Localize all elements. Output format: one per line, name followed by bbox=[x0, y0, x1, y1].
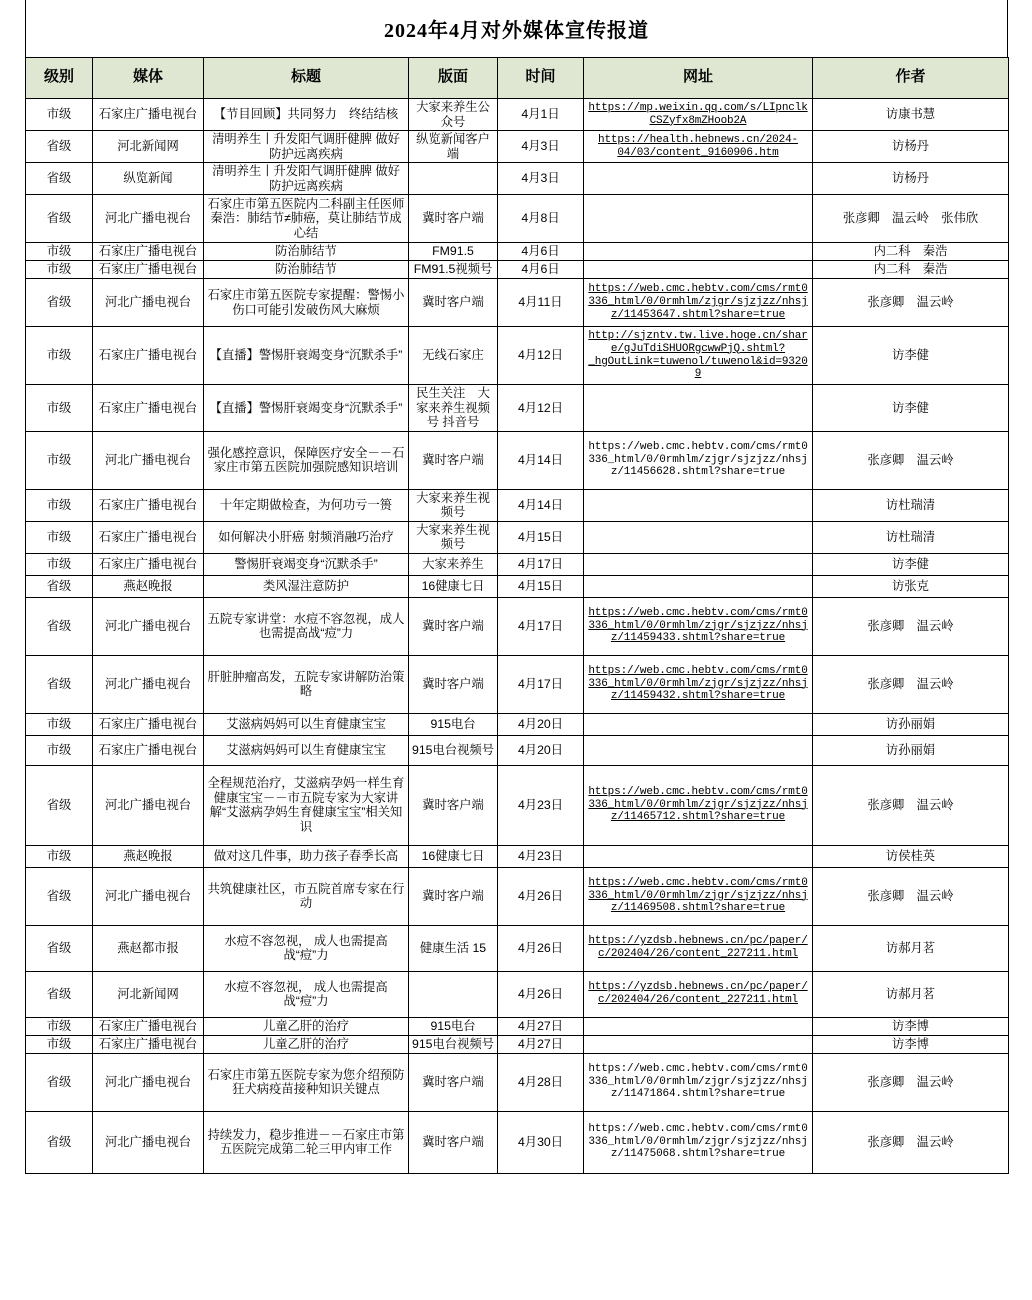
table-row bbox=[26, 1111, 1009, 1173]
table-row bbox=[26, 845, 1009, 867]
cell-level[interactable]: 省级 bbox=[26, 655, 93, 713]
cell-media[interactable]: 石家庄广播电视台 bbox=[93, 1017, 204, 1035]
cell-level[interactable]: 市级 bbox=[26, 1017, 93, 1035]
table-row bbox=[26, 243, 1009, 261]
cell-url[interactable] bbox=[584, 867, 813, 925]
cell-author[interactable]: 张彦卿 温云岭 bbox=[813, 655, 1009, 713]
cell-title[interactable]: 艾滋病妈妈可以生育健康宝宝 bbox=[204, 735, 409, 765]
cell-title[interactable]: 【直播】警惕肝衰竭变身“沉默杀手” bbox=[204, 385, 409, 432]
cell-title[interactable]: 【直播】警惕肝衰竭变身“沉默杀手” bbox=[204, 327, 409, 385]
cell-author[interactable]: 访李健 bbox=[813, 385, 1009, 432]
cell-level[interactable]: 市级 bbox=[26, 713, 93, 735]
table-body bbox=[26, 99, 1009, 1174]
cell-level[interactable]: 省级 bbox=[26, 575, 93, 597]
cell-author[interactable]: 访杨丹 bbox=[813, 131, 1009, 163]
cell-page[interactable]: FM91.5 bbox=[409, 243, 498, 261]
cell-level[interactable]: 市级 bbox=[26, 489, 93, 521]
cell-url[interactable] bbox=[584, 713, 813, 735]
cell-author[interactable]: 张彦卿 温云岭 bbox=[813, 279, 1009, 327]
cell-title[interactable]: 警惕肝衰竭变身“沉默杀手” bbox=[204, 553, 409, 575]
cell-author[interactable]: 访李健 bbox=[813, 327, 1009, 385]
column-header-media[interactable]: 媒体 bbox=[93, 58, 204, 99]
cell-level[interactable]: 市级 bbox=[26, 431, 93, 489]
cell-url[interactable] bbox=[584, 489, 813, 521]
cell-title[interactable]: 【节目回顾】共同努力 终结结核 bbox=[204, 99, 409, 131]
cell-url[interactable] bbox=[584, 99, 813, 131]
cell-title[interactable]: 如何解决小肝癌 射频消融巧治疗 bbox=[204, 521, 409, 553]
cell-author[interactable]: 访侯桂英 bbox=[813, 845, 1009, 867]
cell-author[interactable]: 张彦卿 温云岭 张伟欣 bbox=[813, 195, 1009, 243]
cell-url[interactable] bbox=[584, 575, 813, 597]
cell-title[interactable]: 清明养生丨升发阳气调肝健脾 做好防护远离疾病 bbox=[204, 131, 409, 163]
cell-url[interactable] bbox=[584, 131, 813, 163]
cell-author[interactable]: 访杜瑞清 bbox=[813, 521, 1009, 553]
cell-page[interactable]: 大家来养生公众号 bbox=[409, 99, 498, 131]
table-row bbox=[26, 195, 1009, 243]
cell-level[interactable]: 省级 bbox=[26, 163, 93, 195]
cell-level[interactable]: 市级 bbox=[26, 845, 93, 867]
cell-author[interactable]: 张彦卿 温云岭 bbox=[813, 1053, 1009, 1111]
cell-author[interactable]: 访郝月茗 bbox=[813, 925, 1009, 971]
cell-date[interactable]: 4月6日 bbox=[498, 261, 584, 279]
cell-page[interactable]: 纵览新闻客户端 bbox=[409, 131, 498, 163]
cell-date[interactable]: 4月15日 bbox=[498, 575, 584, 597]
cell-url[interactable] bbox=[584, 971, 813, 1017]
table-row bbox=[26, 261, 1009, 279]
cell-page[interactable]: 冀时客户端 bbox=[409, 195, 498, 243]
cell-title[interactable]: 水痘不容忽视， 成人也需提高战“痘”力 bbox=[204, 925, 409, 971]
cell-page[interactable]: 冀时客户端 bbox=[409, 867, 498, 925]
cell-page[interactable] bbox=[409, 971, 498, 1017]
cell-date[interactable]: 4月15日 bbox=[498, 521, 584, 553]
cell-media[interactable]: 河北广播电视台 bbox=[93, 195, 204, 243]
cell-level[interactable]: 省级 bbox=[26, 925, 93, 971]
cell-media[interactable]: 河北广播电视台 bbox=[93, 867, 204, 925]
cell-author[interactable]: 访杜瑞清 bbox=[813, 489, 1009, 521]
cell-date[interactable]: 4月14日 bbox=[498, 489, 584, 521]
cell-media[interactable]: 石家庄广播电视台 bbox=[93, 261, 204, 279]
cell-media[interactable]: 河北广播电视台 bbox=[93, 1111, 204, 1173]
cell-title[interactable]: 防治肺结节 bbox=[204, 261, 409, 279]
cell-media[interactable]: 石家庄广播电视台 bbox=[93, 553, 204, 575]
cell-url[interactable] bbox=[584, 765, 813, 845]
cell-level[interactable]: 省级 bbox=[26, 1111, 93, 1173]
cell-page[interactable]: 冀时客户端 bbox=[409, 765, 498, 845]
cell-title[interactable]: 水痘不容忽视， 成人也需提高战“痘”力 bbox=[204, 971, 409, 1017]
table-row bbox=[26, 99, 1009, 131]
cell-date[interactable]: 4月3日 bbox=[498, 131, 584, 163]
cell-page[interactable]: FM91.5视频号 bbox=[409, 261, 498, 279]
cell-media[interactable]: 燕赵都市报 bbox=[93, 925, 204, 971]
table-header bbox=[26, 58, 1009, 99]
cell-page[interactable]: 16健康七日 bbox=[409, 845, 498, 867]
cell-page[interactable]: 915电台 bbox=[409, 713, 498, 735]
cell-media[interactable]: 河北广播电视台 bbox=[93, 597, 204, 655]
cell-page[interactable]: 冀时客户端 bbox=[409, 597, 498, 655]
cell-title[interactable]: 儿童乙肝的治疗 bbox=[204, 1017, 409, 1035]
cell-date[interactable]: 4月30日 bbox=[498, 1111, 584, 1173]
cell-date[interactable]: 4月26日 bbox=[498, 925, 584, 971]
media-report-table bbox=[25, 57, 1009, 1174]
cell-url[interactable] bbox=[584, 279, 813, 327]
cell-title[interactable]: 儿童乙肝的治疗 bbox=[204, 1035, 409, 1053]
cell-media[interactable]: 河北广播电视台 bbox=[93, 765, 204, 845]
cell-page[interactable]: 健康生活 15 bbox=[409, 925, 498, 971]
cell-author[interactable]: 访李博 bbox=[813, 1035, 1009, 1053]
cell-media[interactable]: 河北广播电视台 bbox=[93, 1053, 204, 1111]
table-row bbox=[26, 1017, 1009, 1035]
url-text: https://web.cmc.hebtv.com/cms/rmt0336_html/0/0rmhlm/zjgr/sjzjzz/nhsjz/11471864.shtml?share=true bbox=[588, 1062, 808, 1101]
table-row bbox=[26, 327, 1009, 385]
cell-url[interactable] bbox=[584, 735, 813, 765]
table-row bbox=[26, 279, 1009, 327]
cell-level[interactable]: 省级 bbox=[26, 1053, 93, 1111]
table-row bbox=[26, 131, 1009, 163]
cell-date[interactable]: 4月8日 bbox=[498, 195, 584, 243]
cell-url[interactable] bbox=[584, 655, 813, 713]
cell-media[interactable]: 石家庄广播电视台 bbox=[93, 1035, 204, 1053]
cell-author[interactable]: 张彦卿 温云岭 bbox=[813, 431, 1009, 489]
cell-url[interactable] bbox=[584, 163, 813, 195]
table-row bbox=[26, 575, 1009, 597]
cell-url[interactable] bbox=[584, 261, 813, 279]
cell-page[interactable]: 大家来养生 bbox=[409, 553, 498, 575]
url-link[interactable]: http://sjzntv.tw.live.hoge.cn/share/gJuTdiSHUORgcwwPjQ.shtml?_hgOutLink=tuwenol/tuwenol&id=93209 bbox=[588, 329, 808, 381]
cell-date[interactable]: 4月17日 bbox=[498, 597, 584, 655]
cell-media[interactable]: 河北新闻网 bbox=[93, 131, 204, 163]
cell-level[interactable]: 省级 bbox=[26, 279, 93, 327]
cell-level[interactable]: 省级 bbox=[26, 131, 93, 163]
cell-level[interactable]: 市级 bbox=[26, 261, 93, 279]
table-row bbox=[26, 1035, 1009, 1053]
table-row bbox=[26, 925, 1009, 971]
cell-level[interactable]: 省级 bbox=[26, 867, 93, 925]
table-row bbox=[26, 385, 1009, 432]
cell-date[interactable]: 4月14日 bbox=[498, 431, 584, 489]
page-title: 2024年4月对外媒体宣传报道 bbox=[384, 20, 649, 42]
cell-url[interactable] bbox=[584, 597, 813, 655]
cell-url[interactable] bbox=[584, 195, 813, 243]
cell-page[interactable]: 冀时客户端 bbox=[409, 1053, 498, 1111]
cell-page[interactable]: 16健康七日 bbox=[409, 575, 498, 597]
cell-url[interactable] bbox=[584, 845, 813, 867]
cell-date[interactable]: 4月12日 bbox=[498, 385, 584, 432]
url-link[interactable]: https://health.hebnews.cn/2024-04/03/content_9160906.htm bbox=[598, 133, 798, 159]
cell-title[interactable]: 类风湿注意防护 bbox=[204, 575, 409, 597]
table-row bbox=[26, 867, 1009, 925]
url-text: https://web.cmc.hebtv.com/cms/rmt0336_html/0/0rmhlm/zjgr/sjzjzz/nhsjz/11475068.shtml?share=true bbox=[588, 1122, 808, 1161]
cell-author[interactable]: 内二科 秦浩 bbox=[813, 261, 1009, 279]
cell-page[interactable]: 大家来养生视频号 bbox=[409, 489, 498, 521]
cell-title[interactable]: 持续发力，稳步推进－－石家庄市第五医院完成第二轮三甲内审工作 bbox=[204, 1111, 409, 1173]
cell-date[interactable]: 4月1日 bbox=[498, 99, 584, 131]
cell-title[interactable]: 石家庄市第五医院内二科副主任医师秦浩：肺结节≠肺癌，莫让肺结节成心结 bbox=[204, 195, 409, 243]
cell-level[interactable]: 市级 bbox=[26, 385, 93, 432]
table-row bbox=[26, 735, 1009, 765]
cell-page[interactable]: 大家来养生视频号 bbox=[409, 521, 498, 553]
cell-title[interactable]: 全程规范治疗，艾滋病孕妈一样生育健康宝宝－－市五院专家为大家讲解“艾滋病孕妈生育健康宝宝”相关知识 bbox=[204, 765, 409, 845]
cell-author[interactable]: 内二科 秦浩 bbox=[813, 243, 1009, 261]
cell-url[interactable] bbox=[584, 521, 813, 553]
cell-level[interactable]: 市级 bbox=[26, 99, 93, 131]
cell-date[interactable]: 4月3日 bbox=[498, 163, 584, 195]
cell-level[interactable]: 市级 bbox=[26, 327, 93, 385]
cell-title[interactable]: 五院专家讲堂：水痘不容忽视，成人也需提高战“痘”力 bbox=[204, 597, 409, 655]
cell-date[interactable]: 4月26日 bbox=[498, 971, 584, 1017]
cell-author[interactable]: 访孙丽娟 bbox=[813, 713, 1009, 735]
cell-url[interactable] bbox=[584, 327, 813, 385]
table-row bbox=[26, 163, 1009, 195]
cell-level[interactable]: 省级 bbox=[26, 597, 93, 655]
table-row bbox=[26, 597, 1009, 655]
column-header-title[interactable]: 标题 bbox=[204, 58, 409, 99]
cell-media[interactable]: 石家庄广播电视台 bbox=[93, 521, 204, 553]
cell-title[interactable]: 肝脏肿瘤高发，五院专家讲解防治策略 bbox=[204, 655, 409, 713]
cell-author[interactable]: 张彦卿 温云岭 bbox=[813, 597, 1009, 655]
url-link[interactable]: https://yzdsb.hebnews.cn/pc/paper/c/202404/26/content_227211.html bbox=[588, 935, 808, 960]
cell-url[interactable] bbox=[584, 1111, 813, 1173]
cell-media[interactable]: 河北新闻网 bbox=[93, 971, 204, 1017]
cell-media[interactable]: 纵览新闻 bbox=[93, 163, 204, 195]
cell-author[interactable]: 访杨丹 bbox=[813, 163, 1009, 195]
cell-author[interactable]: 访孙丽娟 bbox=[813, 735, 1009, 765]
cell-date[interactable]: 4月27日 bbox=[498, 1035, 584, 1053]
cell-title[interactable]: 十年定期做检查，为何功亏一篑 bbox=[204, 489, 409, 521]
cell-level[interactable]: 省级 bbox=[26, 765, 93, 845]
cell-media[interactable]: 河北广播电视台 bbox=[93, 431, 204, 489]
cell-level[interactable]: 省级 bbox=[26, 971, 93, 1017]
cell-author[interactable]: 张彦卿 温云岭 bbox=[813, 867, 1009, 925]
cell-date[interactable]: 4月17日 bbox=[498, 655, 584, 713]
cell-page[interactable]: 915电台视频号 bbox=[409, 1035, 498, 1053]
url-link[interactable]: https://web.cmc.hebtv.com/cms/rmt0336_html/0/0rmhlm/zjgr/sjzjzz/nhsjz/11459433.shtml?share=true bbox=[588, 606, 808, 645]
cell-level[interactable]: 省级 bbox=[26, 195, 93, 243]
cell-author[interactable]: 访李健 bbox=[813, 553, 1009, 575]
cell-media[interactable]: 石家庄广播电视台 bbox=[93, 243, 204, 261]
table-header-row bbox=[26, 58, 1009, 99]
cell-author[interactable]: 访康书慧 bbox=[813, 99, 1009, 131]
cell-page[interactable]: 冀时客户端 bbox=[409, 279, 498, 327]
column-header-date[interactable]: 时间 bbox=[498, 58, 584, 99]
cell-level[interactable]: 市级 bbox=[26, 521, 93, 553]
cell-date[interactable]: 4月11日 bbox=[498, 279, 584, 327]
cell-media[interactable]: 燕赵晚报 bbox=[93, 845, 204, 867]
cell-url[interactable] bbox=[584, 1035, 813, 1053]
cell-url[interactable] bbox=[584, 243, 813, 261]
column-header-page[interactable]: 版面 bbox=[409, 58, 498, 99]
table-row bbox=[26, 431, 1009, 489]
cell-author[interactable]: 张彦卿 温云岭 bbox=[813, 1111, 1009, 1173]
document-title-band bbox=[25, 0, 1008, 57]
cell-level[interactable]: 市级 bbox=[26, 1035, 93, 1053]
cell-url[interactable] bbox=[584, 1053, 813, 1111]
url-link[interactable]: https://mp.weixin.qq.com/s/LIpnclkCSZyfx8mZHoob2A bbox=[588, 101, 808, 127]
cell-date[interactable]: 4月27日 bbox=[498, 1017, 584, 1035]
column-header-url[interactable]: 网址 bbox=[584, 58, 813, 99]
cell-page[interactable]: 915电台视频号 bbox=[409, 735, 498, 765]
cell-author[interactable]: 访郝月茗 bbox=[813, 971, 1009, 1017]
cell-date[interactable]: 4月26日 bbox=[498, 867, 584, 925]
cell-date[interactable]: 4月20日 bbox=[498, 713, 584, 735]
cell-level[interactable]: 市级 bbox=[26, 243, 93, 261]
cell-page[interactable]: 冀时客户端 bbox=[409, 655, 498, 713]
table-row bbox=[26, 553, 1009, 575]
cell-date[interactable]: 4月23日 bbox=[498, 845, 584, 867]
url-link[interactable]: https://web.cmc.hebtv.com/cms/rmt0336_html/0/0rmhlm/zjgr/sjzjzz/nhsjz/11453647.shtml?share=true bbox=[588, 283, 808, 321]
cell-author[interactable]: 访李博 bbox=[813, 1017, 1009, 1035]
url-link[interactable]: https://web.cmc.hebtv.com/cms/rmt0336_html/0/0rmhlm/zjgr/sjzjzz/nhsjz/11469508.shtml?share=true bbox=[588, 876, 808, 915]
cell-date[interactable]: 4月20日 bbox=[498, 735, 584, 765]
url-link[interactable]: https://web.cmc.hebtv.com/cms/rmt0336_html/0/0rmhlm/zjgr/sjzjzz/nhsjz/11459432.shtml?share=true bbox=[588, 664, 808, 703]
cell-media[interactable]: 石家庄广播电视台 bbox=[93, 489, 204, 521]
cell-media[interactable]: 石家庄广播电视台 bbox=[93, 735, 204, 765]
cell-title[interactable]: 做对这几件事，助力孩子春季长高 bbox=[204, 845, 409, 867]
cell-media[interactable]: 河北广播电视台 bbox=[93, 279, 204, 327]
cell-date[interactable]: 4月17日 bbox=[498, 553, 584, 575]
cell-title[interactable]: 强化感控意识，保障医疗安全－－石家庄市第五医院加强院感知识培训 bbox=[204, 431, 409, 489]
cell-title[interactable]: 防治肺结节 bbox=[204, 243, 409, 261]
table-row bbox=[26, 971, 1009, 1017]
column-header-level[interactable]: 级别 bbox=[26, 58, 93, 99]
cell-page[interactable]: 冀时客户端 bbox=[409, 431, 498, 489]
cell-media[interactable]: 燕赵晚报 bbox=[93, 575, 204, 597]
table-row bbox=[26, 765, 1009, 845]
cell-date[interactable]: 4月28日 bbox=[498, 1053, 584, 1111]
table-row bbox=[26, 655, 1009, 713]
cell-level[interactable]: 市级 bbox=[26, 553, 93, 575]
cell-media[interactable]: 石家庄广播电视台 bbox=[93, 385, 204, 432]
cell-date[interactable]: 4月6日 bbox=[498, 243, 584, 261]
url-text: https://web.cmc.hebtv.com/cms/rmt0336_html/0/0rmhlm/zjgr/sjzjzz/nhsjz/11456628.shtml?share=true bbox=[588, 440, 808, 479]
url-link[interactable]: https://yzdsb.hebnews.cn/pc/paper/c/202404/26/content_227211.html bbox=[588, 981, 808, 1006]
cell-media[interactable]: 石家庄广播电视台 bbox=[93, 327, 204, 385]
cell-title[interactable]: 石家庄市第五医院专家提醒：警惕小伤口可能引发破伤风大麻烦 bbox=[204, 279, 409, 327]
cell-media[interactable]: 石家庄广播电视台 bbox=[93, 713, 204, 735]
table-row bbox=[26, 521, 1009, 553]
cell-title[interactable]: 清明养生丨升发阳气调肝健脾 做好防护远离疾病 bbox=[204, 163, 409, 195]
cell-title[interactable]: 石家庄市第五医院专家为您介绍预防狂犬病疫苗接种知识关键点 bbox=[204, 1053, 409, 1111]
cell-author[interactable]: 张彦卿 温云岭 bbox=[813, 765, 1009, 845]
cell-title[interactable]: 艾滋病妈妈可以生育健康宝宝 bbox=[204, 713, 409, 735]
url-link[interactable]: https://web.cmc.hebtv.com/cms/rmt0336_html/0/0rmhlm/zjgr/sjzjzz/nhsjz/11465712.shtml?share=true bbox=[588, 785, 808, 824]
table-row bbox=[26, 489, 1009, 521]
cell-title[interactable]: 共筑健康社区，市五院首席专家在行动 bbox=[204, 867, 409, 925]
cell-author[interactable]: 访张克 bbox=[813, 575, 1009, 597]
cell-url[interactable] bbox=[584, 385, 813, 432]
table-row bbox=[26, 1053, 1009, 1111]
cell-url[interactable] bbox=[584, 431, 813, 489]
cell-url[interactable] bbox=[584, 553, 813, 575]
cell-date[interactable]: 4月12日 bbox=[498, 327, 584, 385]
cell-page[interactable]: 无线石家庄 bbox=[409, 327, 498, 385]
cell-level[interactable]: 市级 bbox=[26, 735, 93, 765]
cell-page[interactable] bbox=[409, 163, 498, 195]
column-header-author[interactable]: 作者 bbox=[813, 58, 1009, 99]
cell-date[interactable]: 4月23日 bbox=[498, 765, 584, 845]
cell-page[interactable]: 915电台 bbox=[409, 1017, 498, 1035]
cell-url[interactable] bbox=[584, 1017, 813, 1035]
cell-media[interactable]: 石家庄广播电视台 bbox=[93, 99, 204, 131]
table-row bbox=[26, 713, 1009, 735]
cell-page[interactable]: 冀时客户端 bbox=[409, 1111, 498, 1173]
cell-media[interactable]: 河北广播电视台 bbox=[93, 655, 204, 713]
cell-url[interactable] bbox=[584, 925, 813, 971]
cell-page[interactable]: 民生关注 大家来养生视频号 抖音号 bbox=[409, 385, 498, 432]
